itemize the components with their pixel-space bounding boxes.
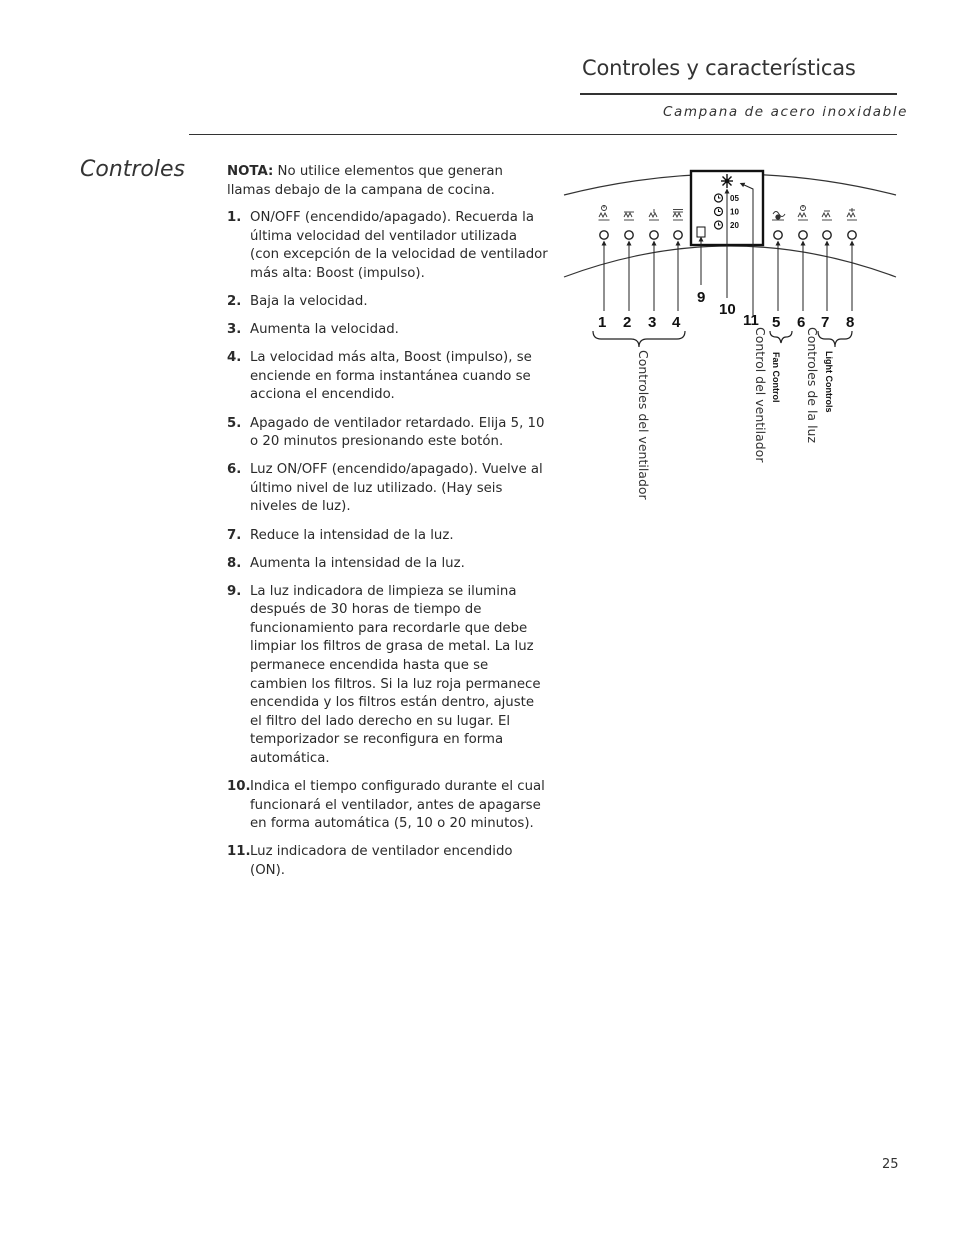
light-power-icon — [798, 205, 808, 220]
item-number: 3. — [227, 322, 242, 338]
callout-number: 4 — [672, 314, 681, 331]
fan-delay-button[interactable] — [774, 231, 782, 239]
item-number: 9. — [227, 583, 242, 599]
callout-number: 9 — [697, 289, 706, 306]
fan-boost-icon — [673, 210, 683, 221]
list-item — [227, 555, 549, 574]
list-item — [227, 527, 549, 546]
section-divider — [189, 134, 897, 135]
light-dim-button[interactable] — [823, 231, 831, 239]
item-number: 6. — [227, 462, 242, 478]
brace — [770, 331, 792, 343]
callout-number: 2 — [623, 314, 632, 331]
item-number: 7. — [227, 527, 242, 543]
fan-control-label-en: Fan Control — [771, 352, 781, 403]
list-item — [227, 583, 549, 769]
controls-description — [227, 163, 549, 890]
item-text: Aumenta la intensidad de la luz. — [250, 555, 465, 571]
fan-high-icon — [649, 209, 659, 220]
note-text: No utilice elementos que generan llamas debajo de la campana de cocina. — [227, 164, 503, 198]
item-number: 8. — [227, 555, 242, 571]
item-text: ON/OFF (encendido/apagado). Recuerda la última velocidad del ventilador utilizada (con excepción de la velocidad de ventilador más alta: Boost (impulso). — [250, 210, 548, 281]
item-number: 1. — [227, 210, 242, 226]
item-text: Luz indicadora de ventilador encendido (ON). — [250, 844, 513, 878]
page-number: 25 — [882, 1157, 899, 1172]
panel-bottom-edge — [564, 246, 896, 277]
list-item — [227, 321, 549, 340]
light-bright-button[interactable] — [848, 231, 856, 239]
fan-low-button[interactable] — [625, 231, 633, 239]
item-number: 11. — [227, 844, 251, 860]
brace — [818, 331, 852, 347]
list-item — [227, 843, 549, 880]
fan-high-button[interactable] — [650, 231, 658, 239]
item-number: 4. — [227, 350, 242, 366]
list-item — [227, 209, 549, 283]
note-label: NOTA: — [227, 164, 274, 179]
list-item — [227, 461, 549, 517]
list-item — [227, 349, 549, 405]
light-bright-icon — [847, 208, 857, 220]
header-title: Controles y características — [582, 56, 856, 80]
note — [227, 163, 549, 200]
list-item — [227, 415, 549, 452]
fan-control-label: Control del ventilador — [753, 327, 768, 463]
item-text: Apagado de ventilador retardado. Elija 5, 10 o 20 minutos presionando este botón. — [250, 415, 545, 450]
light-controls-label-en: Light Controls — [824, 351, 834, 413]
list-item — [227, 778, 549, 834]
fan-power-icon — [599, 205, 610, 220]
header-subtitle: Campana de acero inoxidable — [663, 104, 909, 120]
item-text: Baja la velocidad. — [250, 294, 368, 310]
control-panel-diagram — [560, 165, 900, 505]
fan-low-icon — [624, 212, 634, 220]
fan-boost-button[interactable] — [674, 231, 682, 239]
header-rule — [580, 93, 897, 95]
timer-value: 20 — [730, 221, 739, 230]
item-text: La velocidad más alta, Boost (impulso), se enciende en forma instantánea cuando se acciona el encendido. — [250, 350, 532, 403]
item-text: Aumenta la velocidad. — [250, 322, 399, 338]
callout-number: 1 — [598, 314, 607, 331]
section-title: Controles — [80, 157, 186, 182]
callout-number: 5 — [772, 314, 781, 331]
callout-number: 11 — [743, 312, 759, 329]
item-text: Luz ON/OFF (encendido/apagado). Vuelve al último nivel de luz utilizado. (Hay seis niveles de luz). — [250, 462, 543, 515]
fan-delay-icon — [772, 212, 785, 221]
controls-list — [227, 209, 549, 880]
callout-number: 3 — [648, 314, 657, 331]
callout-number: 6 — [797, 314, 806, 331]
item-number: 5. — [227, 415, 242, 431]
callout-number: 8 — [846, 314, 855, 331]
item-text: La luz indicadora de limpieza se ilumina después de 30 horas de tiempo de funcionamiento para recordarle que debe limpiar los filtros de grasa de metal. La luz permanece encendida hasta que se cambien los filtros. Si la luz roja permanece encendida y los filtros están dentro, ajuste el filtro del lado derecho en su lugar. El temporizador se reconfigura en forma automática. — [250, 583, 541, 767]
timer-value: 05 — [730, 194, 739, 203]
item-number: 2. — [227, 294, 242, 310]
fan-power-button[interactable] — [600, 231, 608, 239]
light-controls-label: Controles de la luz — [805, 327, 820, 444]
item-number: 10. — [227, 779, 251, 795]
fan-controls-label: Controles del ventilador — [636, 350, 651, 500]
brace — [593, 331, 685, 347]
timer-value: 10 — [730, 207, 739, 217]
light-dim-icon — [822, 211, 832, 220]
callout-number: 10 — [719, 301, 736, 318]
item-text: Indica el tiempo configurado durante el cual funcionará el ventilador, antes de apagarse en forma automática (5, 10 o 20 minutos). — [250, 779, 545, 832]
light-power-button[interactable] — [799, 231, 807, 239]
list-item — [227, 293, 549, 312]
callout-number: 7 — [821, 314, 830, 331]
item-text: Reduce la intensidad de la luz. — [250, 527, 454, 543]
